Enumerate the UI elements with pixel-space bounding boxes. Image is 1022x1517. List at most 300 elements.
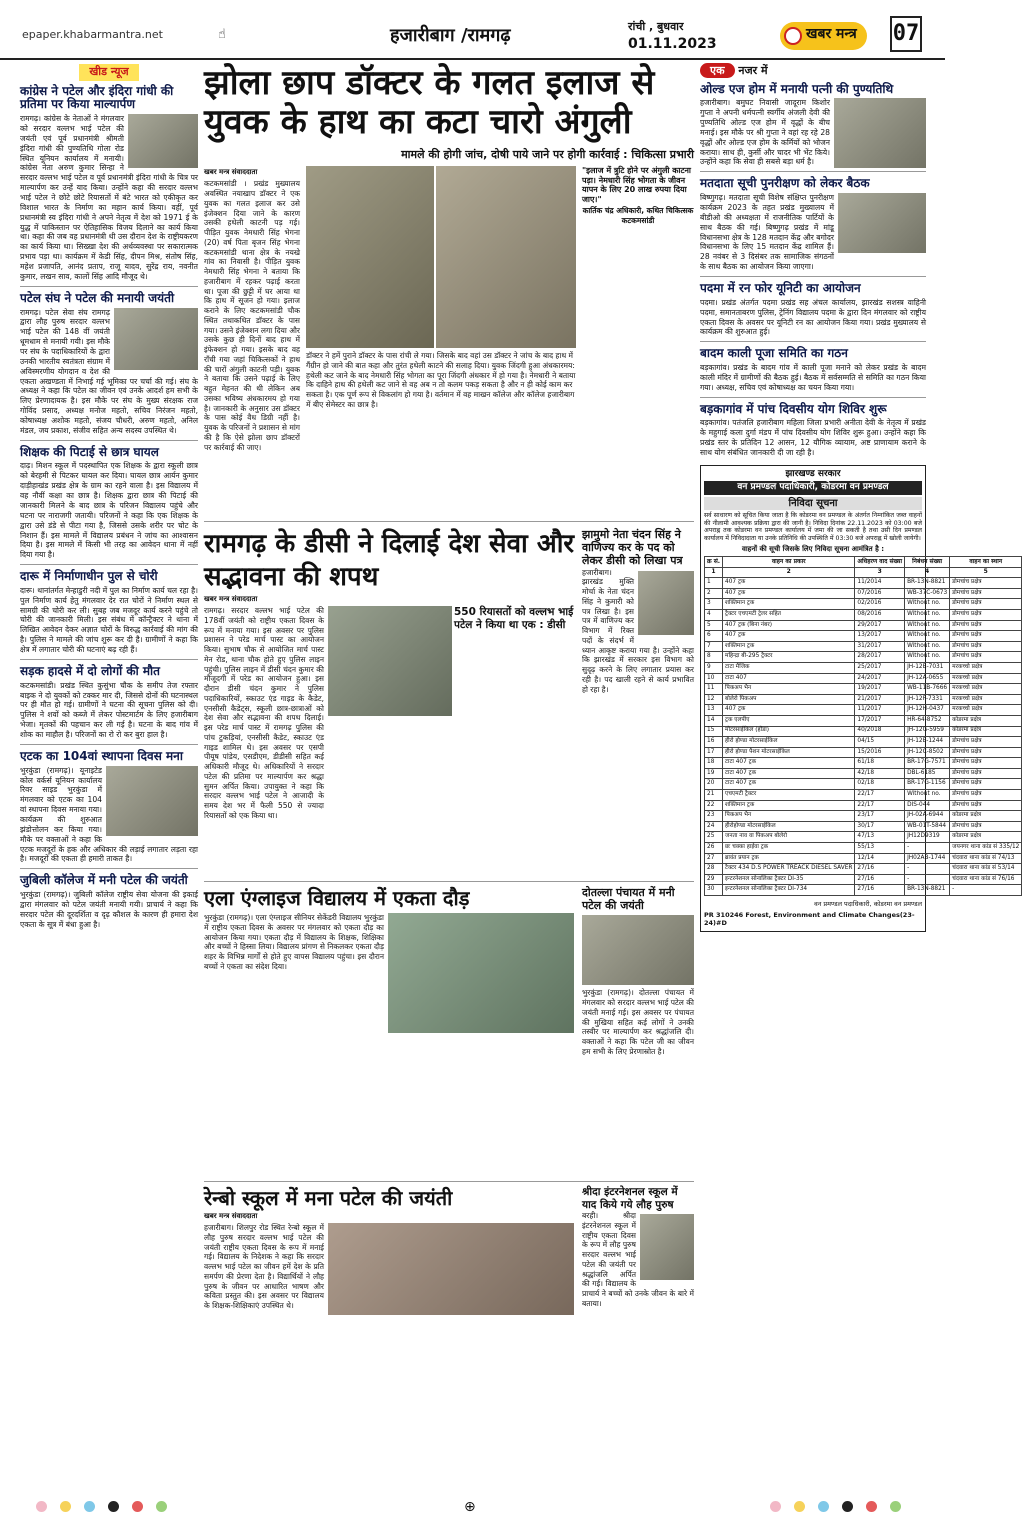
table-cell: 29/2017	[855, 620, 905, 631]
table-cell: Without no.	[905, 631, 950, 642]
table-cell: 10	[705, 673, 723, 684]
jmm-headline: झामुमो नेता चंदन सिंह ने वाणिज्य कर के पद को लेकर डीसी को लिखा पत्र	[582, 528, 683, 568]
table-cell: टाटा 407	[723, 673, 855, 684]
table-cell: टाटा 407 ट्रक	[723, 768, 855, 779]
table-cell: डोमचांच प्रक्षेत्र	[950, 758, 1022, 769]
registration-dot	[890, 1501, 901, 1512]
table-cell: इन्टरनेशनल सोनालिका ट्रैक्टर DI-35	[723, 874, 855, 885]
table-cell: Without no.	[905, 620, 950, 631]
table-row	[705, 768, 1022, 779]
column-number: 4	[905, 567, 950, 578]
table-row	[705, 652, 1022, 663]
table-row	[705, 588, 1022, 599]
news-story[interactable]	[700, 401, 926, 462]
table-cell: 3	[705, 599, 723, 610]
brand-name: खबर मन्त्र	[806, 26, 857, 42]
race-body: भुरकुंडा (रामगढ़)। एला एंग्लाइज सीनियर सेकेंडरी विद्यालय भुरकुंडा में राष्ट्रीय एकता दिवस के अवसर पर मंगलवार को एकता दौड़ का आयोजन किया गया। एकता दौड़ में विद्यालय के शिक्षक, शिक्षिका और बच्चों ने हिस्सा लिया। विद्यालय प्रांगण से निकलकर एकता दौड़ शहर के विभिन्न मार्गों से होते हुए वापस विद्यालय पहुंचा। इस दौरान बच्चों ने एकता का संदेश दिया।	[204, 913, 384, 971]
dc-oath-headline: रामगढ़ के डीसी ने दिलाई देश सेवा और सद्भावना की शपथ	[204, 529, 575, 592]
story-body: हजारीबाग। बमुघट निवासी जादूराम किशोर गुप्ता ने अपनी धर्मपत्नी स्वर्गीय अंजली देवी की पुण्यतिथि ओल्ड एज होम में वृद्धों के बीच मनाई। इस मौके पर श्री गुप्ता ने वहां रह रहे 28 वृद्धों और ओल्ड एज होम के कर्मियों को भोजन कराया। साथ ही, कुर्सी और चादर भी भेंट किये। उन्होंने कहा कि सेवा ही सबसे बड़ा धर्म है।	[700, 98, 830, 167]
table-cell: 22/17	[855, 790, 905, 801]
news-story[interactable]	[700, 345, 926, 397]
story-title: सड़क हादसे में दो लोगों की मौत	[20, 663, 160, 678]
table-cell: ट्रक एलपीए	[723, 715, 855, 726]
table-cell: 04/15	[855, 737, 905, 748]
table-cell: 13	[705, 705, 723, 716]
table-cell: 08/2016	[855, 609, 905, 620]
table-cell: 22/17	[855, 800, 905, 811]
unity-race-story[interactable]	[204, 886, 576, 1181]
story-title: पदमा में रन फोर यूनिटी का आयोजन	[700, 281, 861, 295]
table-cell: JH-12C-8502	[905, 747, 950, 758]
brand-logo[interactable]	[780, 22, 867, 50]
table-cell: टाटा मैजिक	[723, 662, 855, 673]
tender-signature: वन प्रमण्डल पदाधिकारी, कोडरमा वन प्रमण्डल	[814, 900, 922, 909]
table-cell: 5	[705, 620, 723, 631]
story-body: बड़कागांव। प्रखंड के बादम गांव में काली पूजा मनाने को लेकर प्रखंड के बादम काली मंदिर में ग्रामीणों की बैठक हुई। बैठक में सर्वसम्मति से समिति का गठन किया गया। अध्यक्ष, सचिव एवं कोषाध्यक्ष का चयन किया गया।	[700, 363, 926, 392]
column-header: अधिहरण वाद संख्या	[855, 557, 905, 568]
table-cell: 27	[705, 853, 723, 864]
table-cell: शक्तिमान ट्रक	[723, 641, 855, 652]
table-cell: 25	[705, 832, 723, 843]
table-row	[705, 821, 1022, 832]
story-body: दारू। थानांतर्गत मेन्हाडुरी नदी में पुल का निर्माण कार्य चल रहा है। पुल निर्माण कार्य हेतु मंगलवार देर रात चोरों ने निर्माण स्थल से सामग्री की चोरी कर ली। सुबह जब मजदूर कार्य करने पहुंचे तो चोरी की जानकारी मिली। इस संबंध में कॉन्ट्रैक्टर ने थाना में लिखित आवेदन देकर अज्ञात चोरों के विरुद्ध कार्रवाई की मांग की है। पुलिस ने मामले की जांच शुरू कर दी है। ग्रामीणों ने कहा कि क्षेत्र में लगातार चोरी की घटनाएं बढ़ रही हैं।	[20, 585, 198, 655]
table-cell: डोमचांच प्रक्षेत्र	[950, 747, 1022, 758]
table-cell: डोमचांच प्रक्षेत्र	[950, 588, 1022, 599]
table-cell: 61/18	[855, 758, 905, 769]
table-cell: 21/2017	[855, 694, 905, 705]
table-cell: शक्तिमान ट्रक	[723, 599, 855, 610]
dc-oath-story[interactable]	[204, 522, 694, 882]
lead-body: कटकमसांडी । प्रखंड मुख्यालय अवस्थित नयाखाप डॉक्टर ने एक युवक का गलत इलाज कर उसे इंजेक्शन दिया जाने के कारण उसकी हथेली काटनी पड़ गई। पीड़ित युवक नेमधारी सिंह भेगना (20) वर्ष पिता बृजन सिंह भेगना कटकमसांडी थाना क्षेत्र के नयखे गांव का निवासी है। पीड़ित युवक नेमधारी सिंह भेगना ने बताया कि हजारीबाग में रहकर पढ़ाई करता था। पूजा की छुट्टी में घर आया था कि हाथ में सूजन हो गया। इलाज कराने के लिए कटकमसांडी चौक स्थित तथाकथित डॉक्टर के पास गया। उसने इंजेक्शन लगा दिया और उसके कुछ ही दिनों बाद हाथ में इंफेक्शन हो गया। इसके बाद वह राँची गया जहां चिकित्सकों ने हाथ की चारों अंगुली काटनी पड़ी। युवक ने बताया कि उसने पढ़ाई के लिए बहुत मेहनत की थी लेकिन अब उसका भविष्य अंधकारमय हो गया है। जानकारी के अनुसार उस डॉक्टर के पास कोई वैध डिग्री नहीं है। युवक के परिजनों ने प्रशासन से मांग की है कि ऐसे झोला छाप डॉक्टरों पर कार्रवाई की जाए।	[204, 179, 300, 452]
table-cell: मरकच्चो प्रक्षेत्र	[950, 705, 1022, 716]
table-cell: कोडरमा प्रक्षेत्र	[950, 832, 1022, 843]
table-row	[705, 790, 1022, 801]
center-column	[204, 64, 694, 1496]
table-cell: Without no.	[905, 609, 950, 620]
table-cell: 40/2018	[855, 726, 905, 737]
tender-intro: सर्व साधारण को सूचित किया जाता है कि कोडरमा वन प्रमण्डल के अंतर्गत निम्नांकित जब्त वाहनों की नीलामी आवश्यक प्रक्रिया द्वारा की जानी है। निविदा दिनांक 22.11.2023 को 03:00 बजे अपराह्न तक कोडरमा वन प्रमण्डल कार्यालय में जमा की जा सकती है तथा उसी दिन प्रमण्डल कार्यालय में निविदादाता या उनके प्रतिनिधि की उपस्थिति में 03:30 बजे अपराह्न में खोली जायेगी।	[704, 511, 922, 543]
school-row	[204, 1182, 694, 1492]
table-cell: 27/16	[855, 874, 905, 885]
table-row	[705, 631, 1022, 642]
tender-pr-number: PR 310246 Forest, Environment and Climate Changes(23-24)#D	[704, 910, 915, 928]
table-cell: 55/13	[855, 843, 905, 854]
race-photo	[388, 913, 574, 1033]
table-cell: 19/2017	[855, 684, 905, 695]
column-number: 5	[950, 567, 1022, 578]
masthead	[0, 0, 945, 60]
jmm-body: हजारीबाग। झारखंड मुक्ति मोर्चा के नेता चंदन सिंह ने कुमारी को पत्र लिखा है। इस पत्र में वाणिज्य कर विभाग में रिक्त पदों के संदर्भ में ध्यान आकृष्ट कराया गया है। उन्होंने कहा कि झारखंड में सरकार इस विभाग को सुदृढ़ करने के लिए लगातार प्रयास कर रही है। पद खाली रहने से कार्य प्रभावित हो रहा है।	[582, 567, 694, 694]
table-cell: WB-37C-0673	[905, 588, 950, 599]
table-cell: डोमचांच प्रक्षेत्र	[950, 800, 1022, 811]
dateline	[628, 20, 717, 53]
table-cell: 19	[705, 768, 723, 779]
table-cell: हीरोहोण्डा मोटरसाईकिल	[723, 821, 855, 832]
registration-dot	[818, 1501, 829, 1512]
page-footer	[0, 1497, 945, 1517]
table-cell: डोमचांच प्रक्षेत्र	[950, 652, 1022, 663]
story-title: मतदाता सूची पुनरीक्षण को लेकर बैठक	[700, 176, 870, 191]
table-cell: छः चक्का हाईवा ट्रक	[723, 843, 855, 854]
region-title: हजारीबाग /रामगढ़	[390, 25, 511, 46]
column-number: 1	[705, 567, 723, 578]
table-cell: जनता नाव वा पिकअप बोलेरो	[723, 832, 855, 843]
story-photo	[106, 766, 198, 836]
news-story[interactable]	[20, 568, 198, 660]
table-row	[705, 578, 1022, 589]
table-cell: JH02AB-1744	[905, 853, 950, 864]
news-story[interactable]	[20, 663, 198, 745]
oath-photo-1	[328, 606, 452, 716]
tender-gov: झारखण्ड सरकार	[785, 468, 841, 479]
table-cell: JH-02A-6944	[905, 811, 950, 822]
table-row	[705, 800, 1022, 811]
byline: खबर मन्त्र संवाददाता	[204, 168, 258, 177]
tender-list-head: वाहनों की सूची जिसके लिए निविदा सूचना आमंत्रित है :	[741, 544, 885, 553]
page-number: 07	[890, 16, 922, 52]
table-cell: पिकअप भैन	[723, 684, 855, 695]
table-cell: 26	[705, 843, 723, 854]
table-cell: 12/14	[855, 853, 905, 864]
table-cell: शक्तिमान ट्रक	[723, 800, 855, 811]
table-row	[705, 662, 1022, 673]
table-cell: डोमचांच प्रक्षेत्र	[950, 790, 1022, 801]
table-cell: Without no.	[905, 652, 950, 663]
oath-caption: 550 रियासतों को वल्लभ भाई पटेल ने किया था एक : डीसी	[454, 606, 574, 631]
table-cell: डोमचांच प्रक्षेत्र	[950, 779, 1022, 790]
table-cell: डोमचांच प्रक्षेत्र	[950, 631, 1022, 642]
table-cell: मरकच्चो प्रक्षेत्र	[950, 662, 1022, 673]
table-cell: 6	[705, 631, 723, 642]
news-story[interactable]	[20, 444, 198, 565]
registration-dot	[842, 1501, 853, 1512]
table-cell: 407 ट्रक	[723, 588, 855, 599]
kicker-pill: एक	[700, 63, 735, 78]
table-cell: 11/2014	[855, 578, 905, 589]
table-cell: 02/18	[855, 779, 905, 790]
table-cell: चंदवारा थाना कांड सं 53/14	[950, 864, 1022, 875]
table-cell: 23	[705, 811, 723, 822]
lead-caption-body: डॉक्टर ने हमें पुराने डॉक्टर के पास रांची ले गया। जिसके बाद वहां उस डॉक्टर ने जांच के बाद हाथ में गैंग्रीन हो जाने की बात कहा और तुरंत हथेली काटने की सलाह दिया। युवक जिंदगी हुआ अंधकारमय: हथेली कट जाने के बाद नेमधारी सिंह भोगता का पूरा जिंदगी अंधकार में हो गया है। नेमधारी ने बताया कि दाहिने हाथ की हथेली कट जाने से वह अब न तो कलम पकड़ सकता है और न ही कोई काम कर सकता है। एक पूर्ण रूप से विकलांग हो गया है। वर्तमान में वह माखन कॉलेज और कॉलेज हजारीबाग में बीए सेमेस्टर का छात्र है।	[306, 351, 576, 409]
column-number: 3	[855, 567, 905, 578]
table-cell: टाटा 407 ट्रक	[723, 779, 855, 790]
table-cell: BR-13N-8821	[905, 885, 950, 896]
table-cell: 9	[705, 662, 723, 673]
table-cell: 02/2016	[855, 599, 905, 610]
table-cell: -	[905, 864, 950, 875]
table-header-row	[705, 557, 1022, 568]
table-cell: 11	[705, 684, 723, 695]
table-cell: 11/2017	[855, 705, 905, 716]
left-column	[20, 64, 198, 1496]
table-cell: JH-12H-0437	[905, 705, 950, 716]
table-row	[705, 641, 1022, 652]
table-cell: डोमचांच प्रक्षेत्र	[950, 620, 1022, 631]
table-row	[705, 811, 1022, 822]
table-row	[705, 737, 1022, 748]
table-cell: 28/2017	[855, 652, 905, 663]
story-title: ओल्ड एज होम में मनायी पत्नी की पुण्यतिथि	[700, 81, 894, 96]
table-cell: डोमचांच प्रक्षेत्र	[950, 737, 1022, 748]
table-cell: डोमचांच प्रक्षेत्र	[950, 609, 1022, 620]
story-photo	[834, 98, 926, 168]
table-cell: 24/2017	[855, 673, 905, 684]
table-cell: 30/17	[855, 821, 905, 832]
table-cell: 22	[705, 800, 723, 811]
dotalla-body: भुरकुंडा (रामगढ़)। दोतल्ला पंचायत में मंगलवार को सरदार वल्लभ भाई पटेल की जयंती मनाई गई। इस अवसर पर पंचायत की मुखिया सहित कई लोगों ने उनकी तस्वीर पर माल्यार्पण कर श्रद्धांजलि दी। वक्ताओं ने कहा कि पटेल जी का जीवन हम सभी के लिए प्रेरणास्रोत है।	[582, 988, 694, 1056]
table-cell: JH-12A-0655	[905, 673, 950, 684]
srida-headline: श्रीदा इंटरनेशनल स्कूल में याद किये गये लौह पुरुष	[582, 1186, 678, 1211]
story-photo	[128, 114, 198, 168]
table-cell: 2	[705, 588, 723, 599]
table-cell: -	[950, 885, 1022, 896]
lead-story[interactable]	[204, 64, 694, 522]
registration-dot	[770, 1501, 781, 1512]
table-cell: -	[905, 843, 950, 854]
table-cell: 407 ट्रक (बिना नंबर)	[723, 620, 855, 631]
dotalla-photo	[582, 915, 694, 985]
news-story[interactable]	[20, 83, 198, 287]
registration-dot	[60, 1501, 71, 1512]
story-photo	[838, 193, 926, 253]
registration-dot	[108, 1501, 119, 1512]
byline: खबर मन्त्र संवाददाता	[204, 1212, 258, 1220]
table-cell: 17/2017	[855, 715, 905, 726]
registration-dot	[132, 1501, 143, 1512]
story-body: भुरकुंडा (रामगढ़)। यूनाइटेड कोल वर्कर्स यूनियन कार्यालय रिवर साइड भुरकुंडा में मंगलवार को एटक का 104 वां स्थापना दिवस मनाया गया। कार्यक्रम की शुरुआत झंडोत्तोलन कर किया गया। मौके पर वक्ताओं ने कहा कि एटक मजदूरों के हक और अधिकार की लड़ाई लगातार लड़ता रहा है। मजदूरों की एकता ही हमारी ताकत है।	[20, 765, 198, 864]
table-cell: कोडरमा प्रक्षेत्र	[950, 811, 1022, 822]
story-photo	[114, 308, 198, 370]
table-row	[705, 620, 1022, 631]
table-cell: JH-12E-1244	[905, 737, 950, 748]
table-row	[705, 609, 1022, 620]
table-row	[705, 673, 1022, 684]
table-cell: 7	[705, 641, 723, 652]
srida-body: बरही। श्रीदा इंटरनेशनल स्कूल में राष्ट्रीय एकता दिवस के रूप में लौह पुरुष सरदार वल्लभ भाई पटेल की जयंती पर श्रद्धांजलि अर्पित की गई। विद्यालय के प्राचार्य ने बच्चों को उनके जीवन के बारे में बताया।	[582, 1211, 694, 1308]
table-cell: 24	[705, 821, 723, 832]
story-title: पटेल संघ ने पटेल की मनायी जयंती	[20, 290, 175, 305]
table-cell: 30	[705, 885, 723, 896]
registration-dot	[36, 1501, 47, 1512]
table-cell: चंदवारा थाना कांड सं 76/16	[950, 874, 1022, 885]
tender-table	[704, 556, 1022, 896]
table-cell: Without no.	[905, 790, 950, 801]
story-body: रामगढ़। कांग्रेस के नेताओं ने मंगलवार को सरदार वल्लभ भाई पटेल की जयंती एवं पूर्व प्रधानमंत्री श्रीमती इंदिरा गांधी की पुण्यतिथि गोला रोड स्थित यूनियन कार्यालय में मनायी। कांग्रेस नेता अरुण कुमार सिन्हा ने सरदार वल्लभ भाई पटेल व पूर्व प्रधानमंत्री इंदिरा गांधी के चित्र पर माल्यार्पण कर उन्हें याद किया। उन्होंने कहा की सरदार वल्लभ भाई पटेल ने छोटे छोटे रियासतों में बंटे भारत को एकीकृत कर विशाल भारत के निर्माण का महान कार्य किया। वहीं, पूर्व प्रधानमंत्री स्व इंदिरा गांधी ने अपने नेतृत्व में देश को 1971 ई के युद्ध में पाकिस्तान पर ऐतिहासिक विजय दिलाने का कार्य किया था। कहा की जब वह प्रधानमंत्री थी उस दौरान देश के राष्ट्रीयकरण का कार्य किया था। सिख्खा देश की अर्थव्यवस्था पर सकारात्मक प्रभाव पड़ा था। कार्यक्रम में केडी सिंह, दीपन मिश्र, संतोष सिंह, महेश प्रजापति, आनंद प्रताप, राजू यादव, सुरेंद्र राय, नवनीत कुमार, लखन साव, कालों सिंह आदि मौजूद थे।	[20, 114, 198, 281]
table-cell: 31/2017	[855, 641, 905, 652]
section-kicker: खीड न्यूज	[79, 64, 138, 81]
table-cell: मरकच्चो प्रक्षेत्र	[950, 694, 1022, 705]
lead-subhead: मामले की होगी जांच, दोषी पाये जाने पर होगी कार्रवाई : चिकित्सा प्रभारी	[401, 147, 694, 161]
table-cell: JH-12F-7331	[905, 694, 950, 705]
table-cell: 14	[705, 715, 723, 726]
table-cell: महिन्द्रा बी-295 ट्रैक्टर	[723, 652, 855, 663]
dc-oath-body: रामगढ़। सरदार वल्लभ भाई पटेल की 178वीं जयंती को राष्ट्रीय एकता दिवस के रूप में मनाया गया। इस अवसर पर पुलिस प्रशासन ने परेड मार्च पास्ट का आयोजन किया। सुभाष चौक से आयोजित मार्च पास्ट मेन रोड, थाना चौक होते हुए पुलिस लाइन पहुंची। पुलिस लाइन में डीसी चंदन कुमार की मौजूदगी में परेड का आयोजन हुआ। इस दौरान डीसी चंदन कुमार ने पुलिस पदाधिकारियों, स्काउट एंड गाइड के कैडेट, एनसीसी कैडेट्स, स्कूली छात्र-छात्राओं को देश सेवा और सद्भावना की शपथ दिलाई। इस परेड मार्च पास्ट में रामगढ़ पुलिस की पांच टुकड़ियां, एनसीसी कैडेट, स्काउट एंड गाइड शामिल थे। इस अवसर पर एसपी पीयूष पांडेय, एसडीएम, डीडीसी सहित कई अधिकारी मौजूद थे। अधिकारियों ने सरदार पटेल की प्रतिमा पर माल्यार्पण कर श्रद्धा सुमन अर्पित किया। उपायुक्त ने कहा कि सरदार वल्लभ भाई पटेल ने आजादी के समय देश भर में फैली 550 से ज्यादा रियासतों को एक किया था।	[204, 606, 324, 820]
table-cell: मोटरसाईकिल (होंडा)	[723, 726, 855, 737]
table-cell: डोमचांच प्रक्षेत्र	[950, 768, 1022, 779]
table-cell: ब्रावंत प्रयान ट्रक	[723, 853, 855, 864]
table-cell: 21	[705, 790, 723, 801]
table-cell: JH12D9319	[905, 832, 950, 843]
registration-dot	[156, 1501, 167, 1512]
registration-mark-icon: ⊕	[464, 1499, 476, 1515]
table-row	[705, 599, 1022, 610]
table-cell: 12	[705, 694, 723, 705]
table-row	[705, 843, 1022, 854]
table-cell: चंदवारा थाना कांड सं 74/13	[950, 853, 1022, 864]
story-title: बादम काली पूजा समिति का गठन	[700, 346, 848, 361]
table-cell: 8	[705, 652, 723, 663]
dotalla-headline: दोतल्ला पंचायत में मनी पटेल की जयंती	[582, 886, 675, 913]
table-cell: 23/17	[855, 811, 905, 822]
table-cell: WB-01T-5844	[905, 821, 950, 832]
rainbow-photo	[328, 1223, 574, 1315]
table-cell: 20	[705, 779, 723, 790]
right-kicker	[700, 64, 926, 79]
table-cell: 1	[705, 578, 723, 589]
tender-title: निविदा सूचना	[704, 497, 922, 510]
column-header: निबंधन संख्या	[905, 557, 950, 568]
issue-date: 01.11.2023	[628, 35, 717, 52]
table-cell: जयनगर थाना कांड सं 335/12	[950, 843, 1022, 854]
table-row	[705, 694, 1022, 705]
rainbow-headline: रेन्बो स्कूल में मना पटेल की जयंती	[204, 1186, 453, 1210]
lead-photo-1	[306, 166, 434, 348]
table-cell: टाटा 407 ट्रक	[723, 758, 855, 769]
table-cell: 47/13	[855, 832, 905, 843]
news-story[interactable]	[700, 175, 926, 277]
table-cell: इन्टरनेशनल सोनालिका ट्रैक्टर DI-734	[723, 885, 855, 896]
srida-story[interactable]	[582, 1186, 694, 1492]
table-cell: हीरो होण्डा मोटरसाईकिल	[723, 737, 855, 748]
rainbow-story[interactable]	[204, 1186, 576, 1492]
table-cell: 15	[705, 726, 723, 737]
table-cell: मरकच्चो प्रक्षेत्र	[950, 684, 1022, 695]
table-row	[705, 715, 1022, 726]
table-cell: 42/18	[855, 768, 905, 779]
lead-photo-2	[436, 166, 576, 348]
table-cell: JH-12B-7031	[905, 662, 950, 673]
table-cell: 15/2016	[855, 747, 905, 758]
race-headline: एला एंग्लाइज विद्यालय में एकता दौड़	[204, 886, 470, 910]
table-cell: 27/16	[855, 885, 905, 896]
table-cell: टैक्टर 434 D.S POWER TREACK DIESEL SAVER	[723, 864, 855, 875]
tender-table-body	[705, 578, 1022, 896]
table-cell: ट्रैक्टर एचएमटी ट्रेलर सहित	[723, 609, 855, 620]
table-cell: पिकअप भैन	[723, 811, 855, 822]
table-cell: कोडरमा प्रक्षेत्र	[950, 715, 1022, 726]
table-row	[705, 853, 1022, 864]
table-cell: कोडरमा प्रक्षेत्र	[950, 726, 1022, 737]
table-cell: -	[905, 874, 950, 885]
lead-quote: "इलाज में त्रुटि होने पर अंगुली काटना पड़ा। नेमधारी सिंह भोगता के जीवन यापन के लिए 20 लाख रुपया दिया जाए।"	[582, 166, 691, 204]
table-row	[705, 684, 1022, 695]
cursor-icon: ☝	[218, 27, 226, 42]
table-cell: 13/2017	[855, 631, 905, 642]
city-day: रांची , बुधवार	[628, 20, 684, 33]
quote-author: कार्तिक चंद्र अधिकारी, कथित चिकित्सक कटकमसांडी	[582, 206, 694, 226]
table-cell: 18	[705, 758, 723, 769]
table-cell: 28	[705, 864, 723, 875]
right-column	[700, 64, 1020, 1496]
column-header: वाहन का स्थान	[950, 557, 1022, 568]
table-cell: मरकच्चो प्रक्षेत्र	[950, 673, 1022, 684]
table-cell: 16	[705, 737, 723, 748]
brand-mark-icon	[784, 27, 802, 45]
table-cell: DBL-6185	[905, 768, 950, 779]
table-cell: बोलेरो पिकअप	[723, 694, 855, 705]
story-title: एटक का 104वां स्थापना दिवस मना	[20, 748, 183, 763]
table-row	[705, 747, 1022, 758]
news-story[interactable]	[700, 81, 926, 173]
table-cell: 25/2017	[855, 662, 905, 673]
news-story[interactable]	[20, 748, 198, 869]
table-cell: JH-12G-5959	[905, 726, 950, 737]
story-body: भुरकुंडा (रामगढ़)। जुबिली कॉलेज राष्ट्रीय सेवा योजना की इकाई द्वारा मंगलवार को पटेल जयंती मनायी गयी। प्राचार्य ने कहा कि सरदार पटेल की दूरदर्शिता व दृढ़ कौशल के कारण ही हमारा देश एकता के सूत्र में बंधा हुआ है।	[20, 890, 198, 929]
table-cell: एचएमटी ट्रैक्टर	[723, 790, 855, 801]
column-header: वाहन का प्रकार	[723, 557, 855, 568]
table-row	[705, 726, 1022, 737]
srida-photo	[640, 1214, 694, 1280]
table-number-row	[705, 567, 1022, 578]
table-cell: Without no.	[905, 641, 950, 652]
story-title: जुबिली कॉलेज में मनी पटेल की जयंती	[20, 873, 188, 888]
story-title: बड़कागांव में पांच दिवसीय योग शिविर शुरू	[700, 401, 887, 416]
table-cell: 07/2016	[855, 588, 905, 599]
table-cell: डोमचांच प्रक्षेत्र	[950, 641, 1022, 652]
table-row	[705, 832, 1022, 843]
table-cell: BR-13N-8821	[905, 578, 950, 589]
table-cell: DIS-044	[905, 800, 950, 811]
registration-dot	[84, 1501, 95, 1512]
column-number: 2	[723, 567, 855, 578]
table-cell: हीरो होण्डा पैशन मोटरसाईकिल	[723, 747, 855, 758]
table-cell: 407 ट्रक	[723, 578, 855, 589]
table-cell: BR-17G-7571	[905, 758, 950, 769]
news-story[interactable]	[20, 290, 198, 441]
column-header: क्र सं.	[705, 557, 723, 568]
story-title: कांग्रेस ने पटेल और इंदिरा गांधी की प्रतिमा पर किया माल्यार्पण	[20, 83, 174, 112]
rainbow-body: हजारीबाग। शिलपुर रोड स्थित रेन्बो स्कूल में लौह पुरुष सरदार वल्लभ भाई पटेल की जयंती राष्ट्रीय एकता दिवस के रूप में मनाई गई। विद्यालय के निदेशक ने कहा कि सरदार वल्लभ भाई पटेल का जीवन हमें देश के प्रति समर्पण की प्रेरणा देता है। विद्यार्थियों ने लौह पुरुष के जीवन पर आधारित भाषण और कविता प्रस्तुत की। इस अवसर पर विद्यालय के शिक्षक-शिक्षिकाएं उपस्थित थे।	[204, 1223, 324, 1311]
table-cell: 17	[705, 747, 723, 758]
byline: खबर मन्त्र संवाददाता	[204, 595, 258, 603]
story-body: बिष्णुगढ़। मतदाता सूची विशेष संक्षिप्त पुनरीक्षण कार्यक्रम 2023 के तहत प्रखंड मुख्यालय में बीडीओ की अध्यक्षता में राजनीतिक पार्टियों के साथ बैठक की गई। बिष्णुगढ़ प्रखंड में मांडू विधानसभा क्षेत्र के 128 मतदान केंद्र और बगोदर विधानसभा के लिए 15 मतदान केंद्र शामिल हैं। 28 नवंबर से 3 दिसंबर तक सामाजिक संगठनों के साथ बैठक का आयोजन किया जाएगा।	[700, 193, 834, 272]
story-body: रामगढ़। पटेल सेवा संघ रामगढ़ द्वारा लौह पुरुष सरदार वल्लभ भाई पटेल की 148 वीं जयंती धूमधाम से मनायी गयी। इस मौके पर संघ के पदाधिकारियों के द्वारा उनकी भारतीय स्वतंत्रता संग्राम में अविस्मरणीय योगदान व देश की एकता अखण्डता में निभाई गई भूमिका पर चर्चा की गई। संघ के अध्यक्ष ने कहा कि पटेल का जीवन एवं उनके आदर्श हम सभी के लिए प्रेरणादायक है। इस मौके पर संघ के मुख्य संरक्षक राज गोविंद प्रसाद, अध्यक्ष मनोज महतो, सचिव निरंजन महतो, कोषाध्यक्ष अशोक महतो, संजय चौधरी, अरुण महतो, अनिल मंडल, जय प्रकाश, संजीव सहित अन्य सदस्य उपस्थित थे।	[20, 307, 198, 435]
story-body: पदमा। प्रखंड अंतर्गत पदमा प्रखंड सह अंचल कार्यालय, झारखंड सशस्त्र वाहिनी पदमा, समानताबरण पुलिस, ट्रेनिंग विद्यालय पदमा के द्वारा दिन मंगलवार को राष्ट्रीय एकता दिवस के अवसर पर यूनिटी रन का आयोजन किया गया। प्रखंड मुख्यालय से कार्यक्रम की शुरुआत हुई।	[700, 297, 926, 337]
story-body: कटकमसांडी। प्रखंड स्थित कुसुंभा चौक के समीप तेज रफ्तार बाइक ने दो युवकों को टक्कर मार दी, जिससे दोनों की घटनास्थल पर ही मौत हो गई। ग्रामीणों ने घटना की सूचना पुलिस को दी। पुलिस ने शवों को कब्जे में लेकर पोस्टमार्टम के लिए हजारीबाग भेजा। मृतकों की पहचान कर ली गई है। घटना के बाद गांव में शोक का माहौल है। परिजनों का रो रो कर बुरा हाल है।	[20, 680, 198, 739]
story-title: दारू में निर्माणाधीन पुल से चोरी	[20, 569, 158, 584]
table-cell: डोमचांच प्रक्षेत्र	[950, 599, 1022, 610]
table-cell: WB-11B-7666	[905, 684, 950, 695]
table-row	[705, 874, 1022, 885]
news-story[interactable]	[20, 872, 198, 933]
table-cell: BR-17G-1156	[905, 779, 950, 790]
kicker-text: नजर में	[738, 64, 768, 77]
table-row	[705, 758, 1022, 769]
site-url[interactable]: epaper.khabarmantra.net	[22, 28, 163, 41]
tender-notice[interactable]	[700, 465, 1020, 932]
table-row	[705, 705, 1022, 716]
registration-dot	[866, 1501, 877, 1512]
lead-headline: झोला छाप डॉक्टर के गलत इलाज से युवक के हाथ का कटा चारो अंगुली	[204, 63, 655, 142]
dotalla-story[interactable]	[582, 886, 694, 1181]
unity-race-row	[204, 882, 694, 1182]
table-cell: 407 ट्रक	[723, 631, 855, 642]
table-row	[705, 779, 1022, 790]
table-cell: डोमचांच प्रक्षेत्र	[950, 578, 1022, 589]
news-story[interactable]	[700, 280, 926, 342]
table-row	[705, 864, 1022, 875]
jmm-photo	[638, 571, 694, 635]
